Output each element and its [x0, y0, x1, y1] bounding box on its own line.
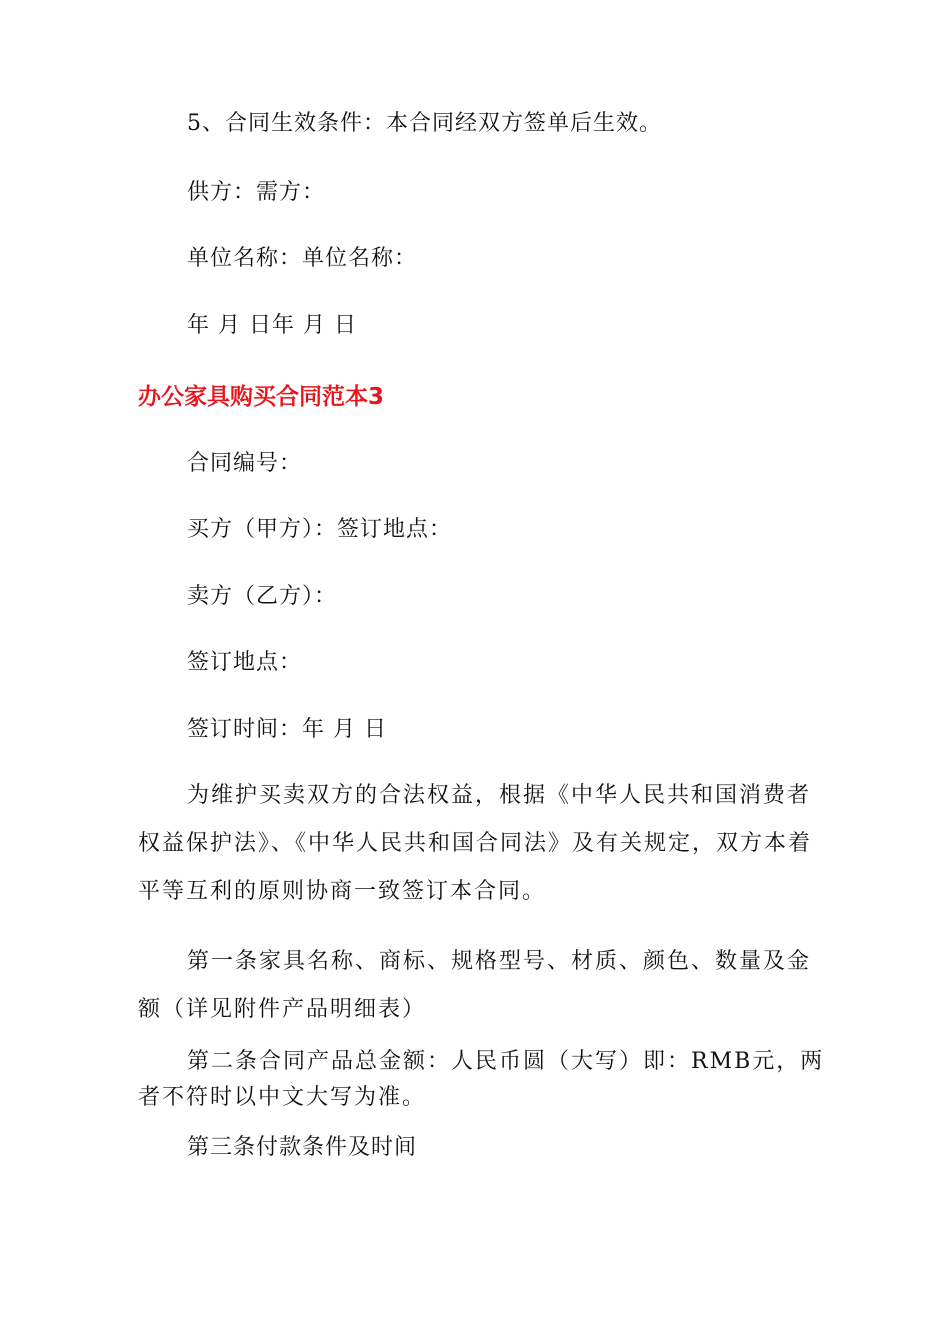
intro-paragraph: 为维护买卖双方的合法权益，根据《中华人民共和国消费者权益保护法》、《中华人民共和国合同法》及有关规定，双方本着平等互利的原则协商一致签订本合同。: [138, 783, 813, 904]
section-heading: 办公家具购买合同范本3: [138, 384, 385, 410]
contract-number-line: 合同编号：: [187, 451, 303, 476]
sign-place-line: 签订地点：: [187, 650, 303, 675]
buyer-line: 买方（甲方）：签订地点：: [187, 517, 453, 542]
date-line: 年 月 日年 月 日: [187, 313, 357, 338]
sign-time-line: 签订时间：年 月 日: [187, 717, 387, 742]
article-2-paragraph: 第二条合同产品总金额：人民币圆（大写）即：RMB元，两者不符时以中文大写为准。: [138, 1049, 825, 1110]
effect-condition-line: 5、合同生效条件：本合同经双方签单后生效。: [187, 111, 662, 136]
unit-names-line: 单位名称：单位名称：: [187, 246, 418, 271]
article-1-paragraph: 第一条家具名称、商标、规格型号、材质、颜色、数量及金额（详见附件产品明细表）: [138, 949, 812, 1022]
article-3-line: 第三条付款条件及时间: [187, 1135, 418, 1160]
parties-line: 供方：需方：: [187, 180, 326, 205]
seller-line: 卖方（乙方）：: [187, 584, 338, 609]
